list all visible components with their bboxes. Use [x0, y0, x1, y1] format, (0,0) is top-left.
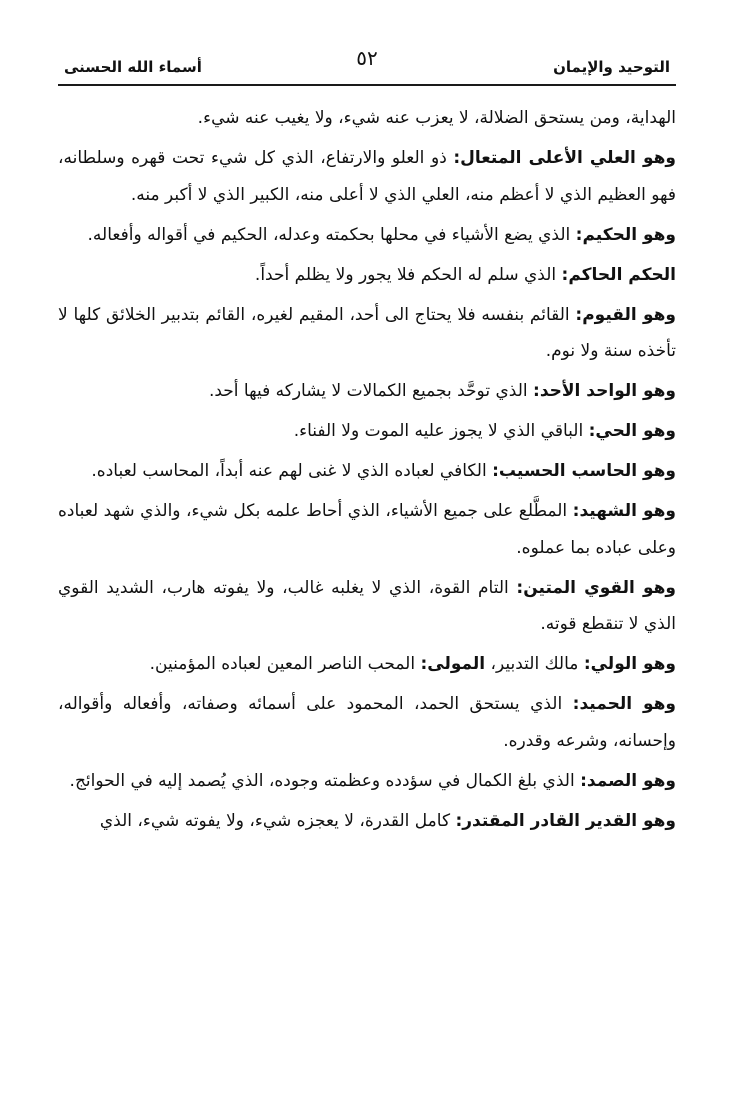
paragraph: [58, 803, 676, 840]
page-number: ٥٢: [356, 46, 378, 70]
paragraph-text: القائم بنفسه فلا يحتاج الى أحد، المقيم لغيره، القائم بتدبير الخلائق كلها لا تأخذه سنة ولا نوم.: [58, 304, 676, 361]
paragraph-text: الذي يضع الأشياء في محلها بحكمته وعدله، الحكيم في أقواله وأفعاله.: [87, 224, 576, 245]
paragraph: [58, 257, 676, 294]
paragraph-term: وهو الشهيد:: [572, 501, 676, 521]
paragraph-term: وهو القوي المتين:: [516, 577, 676, 598]
paragraph-text: التام القوة، الذي لا يغلبه غالب، ولا يفوته هارب، الشديد القوي الذي لا تنقطع قوته.: [58, 577, 676, 634]
paragraph-text: الكافي لعباده الذي لا غنى لهم عنه أبداً، المحاسب لعباده.: [91, 461, 493, 481]
chapter-title: أسماء الله الحسنى: [64, 58, 202, 76]
paragraph: [58, 493, 676, 566]
paragraph: [58, 217, 676, 254]
paragraph-text-secondary: المحب الناصر المعين لعباده المؤمنين.: [149, 654, 421, 674]
paragraph-text: كامل القدرة، لا يعجزه شيء، ولا يفوته شيء، الذي: [99, 810, 456, 831]
paragraph-text: الباقي الذي لا يجوز عليه الموت ولا الفناء.: [293, 421, 589, 441]
paragraph: [58, 100, 676, 137]
paragraph-term: وهو الصمد:: [580, 770, 676, 791]
paragraph: [58, 453, 676, 490]
book-title: التوحيد والإيمان: [553, 58, 670, 76]
paragraph-text: الهداية، ومن يستحق الضلالة، لا يعزب عنه شيء، ولا يغيب عنه شيء.: [197, 108, 676, 128]
paragraph: [58, 570, 676, 643]
paragraph: [58, 297, 676, 370]
paragraph-text: المطَّلع على جميع الأشياء، الذي أحاط علمه بكل شيء، والذي شهد لعباده وعلى عباده بما عملوه.: [58, 501, 676, 558]
paragraph: [58, 413, 676, 450]
paragraph-term: وهو الواحد الأحد:: [533, 381, 676, 401]
page-header: [58, 44, 676, 86]
paragraph: [58, 140, 676, 213]
paragraph-term-secondary: المولى:: [420, 654, 486, 674]
paragraph-term: وهو الحاسب الحسيب:: [492, 461, 676, 481]
paragraph-term: الحكم الحاكم:: [561, 264, 676, 285]
paragraph-text: الذي بلغ الكمال في سؤدده وعظمته وجوده، الذي يُصمد إليه في الحوائج.: [69, 770, 581, 791]
paragraph-term: وهو الولي:: [583, 654, 676, 674]
paragraph: [58, 646, 676, 683]
paragraph-text: الذي توحَّد بجميع الكمالات لا يشاركه فيها أحد.: [208, 381, 534, 401]
paragraph-term: وهو القدير القادر المقتدر:: [455, 810, 676, 831]
paragraph: [58, 686, 676, 759]
page-body: [58, 100, 676, 843]
paragraph: [58, 373, 676, 410]
paragraph-term: وهو الحميد:: [572, 694, 676, 714]
paragraph: [58, 763, 676, 800]
paragraph-term: وهو العلي الأعلى المتعال:: [453, 148, 676, 168]
paragraph-text: مالك التدبير،: [485, 654, 584, 674]
paragraph-text: الذي سلم له الحكم فلا يجور ولا يظلم أحداً.: [254, 264, 562, 285]
paragraph-term: وهو الحي:: [588, 421, 676, 441]
paragraph-term: وهو القيوم:: [575, 304, 676, 325]
paragraph-text: الذي يستحق الحمد، المحمود على أسمائه وصفاته، وأفعاله وأقواله، وإحسانه، وشرعه وقدره.: [58, 694, 676, 751]
paragraph-term: وهو الحكيم:: [575, 224, 676, 245]
paragraph-text: ذو العلو والارتفاع، الذي كل شيء تحت قهره وسلطانه، فهو العظيم الذي لا أعظم منه، العلي الذي لا أعلى منه، الكبير الذي لا أكبر منه.: [58, 148, 676, 205]
